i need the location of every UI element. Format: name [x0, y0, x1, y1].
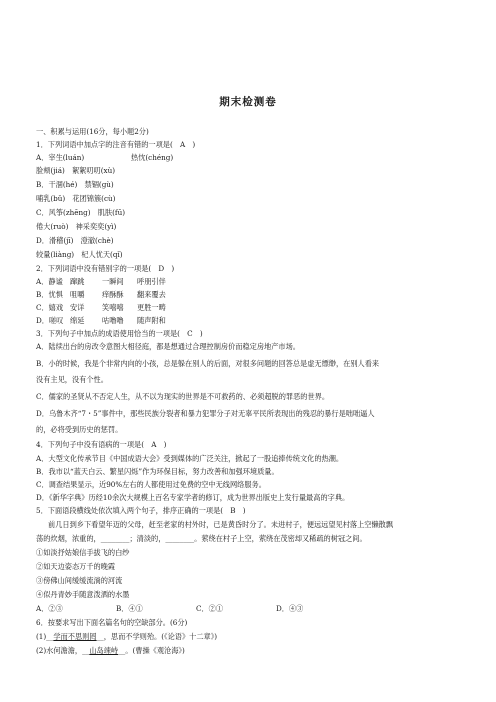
- q2-a-word4: 呼朋引伴: [137, 277, 166, 286]
- q1-option-b: B．干涸(hé) 禁锢(ɡù): [36, 180, 114, 189]
- q2-c-word4: 更胜一畴: [137, 303, 166, 312]
- q6-2-answer: 山岛竦峙: [89, 646, 119, 655]
- q5-passage-line2: 荡的炊烟，浓重的，________；清淡的，________。萦绕在村子上空，萦绕在茂密却又稀疏的树冠之间。: [36, 534, 367, 543]
- q2-d-word1: D．嗟叹: [36, 316, 64, 325]
- q6-stem: 6．按要求写出下面名篇名句的空缺部分。(6分): [36, 618, 188, 627]
- q2-c-word2: 安详: [70, 303, 85, 312]
- q3-option-d: D．乌鲁木齐“7・5”事件中，那些民族分裂者和暴力犯罪分子对无辜平民所表现出的残忍的暴行是咄咄逼人: [36, 409, 375, 418]
- q4-stem: 4．下列句子中没有语病的一项是( A ): [36, 440, 167, 449]
- q6-2-suffix: __。(曹操《观沧海》): [118, 646, 185, 655]
- q5-answer-a: A．②③: [36, 604, 63, 613]
- q1-option-d-line2: 较量(liànɡ) 杞人忧天(qǐ): [36, 250, 123, 259]
- q1-option-a-line2: 脸颊(jiá) 絮絮叨叨(xù): [36, 166, 116, 175]
- q5-sentence-1: ①如淡抒姑娘信手拔飞的白纱: [36, 548, 130, 557]
- q5-sentence-4: ④似丹青妙手随意泼洒的水墨: [36, 590, 130, 599]
- q1-option-c: C．风筝(zhēnɡ) 肌肤(fū): [36, 208, 126, 217]
- q4-option-b: B．我市以“蓝天白云、繁星闪烁”作为环保目标，努力改善和加强环境质量。: [36, 467, 279, 476]
- q2-d-word4: 随声附和: [137, 316, 166, 325]
- q3-stem: 3．下列句子中加点的成语使用恰当的一项是( C ): [36, 329, 203, 338]
- q2-b-word1: B．忧惧: [36, 290, 63, 299]
- q3-option-d-line2: 的，必将受到历史的惩罚。: [36, 425, 123, 434]
- q2-a-word1: A．静谧: [36, 277, 63, 286]
- page-title: 期末检测卷: [219, 96, 277, 108]
- q2-option-row: [36, 277, 166, 286]
- q6-line-1: [36, 632, 217, 641]
- q1-a-part1: A．宰生(luán): [36, 153, 85, 162]
- q1-a-part2: 热忱(chénɡ): [131, 153, 174, 162]
- q2-a-word2: 蹿跳: [70, 277, 85, 286]
- q4-option-c: C．调查结果显示，近90%左右的人都使用过免费的空中无线网络服务。: [36, 480, 266, 489]
- q4-option-d: D．《新华字典》历经10余次大规模上百名专家学者的修订，成为世界出版史上发行量最高的字典。: [36, 493, 350, 502]
- q6-1-prefix: (1)__: [36, 632, 54, 641]
- q2-stem: 2．下列词语中没有错别字的一项是( D ): [36, 264, 175, 273]
- q2-option-row: [36, 316, 166, 325]
- q2-b-word3: 痒酥酥: [102, 290, 124, 299]
- q6-2-prefix: (2)水何澹澹，__: [36, 646, 90, 655]
- q3-option-a: A．陆续出台的房改令意图大相径庭，都是想通过合理控制房价而稳定房地产市场。: [36, 342, 300, 351]
- q2-b-word2: 咀嚼: [70, 290, 85, 299]
- q2-b-word4: 翻来覆去: [137, 290, 166, 299]
- q2-c-word1: C．嬉戏: [36, 303, 64, 312]
- q6-line-2: [36, 646, 185, 655]
- q2-c-word3: 笑嘻嘻: [102, 303, 124, 312]
- q3-option-c: C．儒家的圣贤从不否定人生，从不以为现实的世界是不可救药的、必须超脱的罪恶的世界。: [36, 392, 330, 401]
- q6-1-answer: 学而不思则罔: [53, 632, 97, 641]
- q1-option-c-line2: 倦大(ruò) 神采奕奕(yì): [36, 222, 117, 231]
- q5-answer-d: D．④③: [276, 604, 304, 613]
- q5-answer-options: [36, 604, 303, 613]
- q5-sentence-3: ③傍佛山间缓缓流淌的河流: [36, 576, 123, 585]
- q3-option-b-line2: 没有主见，没有个性。: [36, 375, 108, 384]
- q1-stem: 1．下列词语中加点字的注音有错的一项是( A ): [36, 140, 196, 149]
- q1-option-b-line2: 哺乳(bǔ) 花团锦簇(cù): [36, 194, 116, 203]
- q4-option-a: A．大型文化传承节目《中国成语大会》受到媒体的广泛关注，掀起了一股追捧传统文化的热潮。: [36, 454, 344, 463]
- q5-answer-c: C．②①: [196, 604, 224, 613]
- q2-option-row: [36, 303, 166, 312]
- q2-option-row: [36, 290, 166, 299]
- section-heading: 一、积累与运用(16分，每小题2分): [36, 127, 149, 136]
- q2-d-word3: 咕噜噜: [102, 316, 124, 325]
- q5-sentence-2: ②如天边姿态万千的晚霞: [36, 562, 116, 571]
- q5-answer-b: B．④①: [116, 604, 143, 613]
- q1-option-d: D．滑稽(jī) 澄澈(chè): [36, 236, 114, 245]
- q1-option-a: [36, 153, 173, 162]
- q6-1-suffix: __，思而不学则殆。(《论语》十二章》): [96, 632, 218, 641]
- q2-a-word3: 一瞬间: [102, 277, 124, 286]
- q3-option-b: B．小的时候，我是个非常内向的小孩，总是躲在别人的后面，对很多问题的回答总是虚无缥缈，在别人看来: [36, 359, 380, 368]
- q5-passage: 前几日到乡下看望年迈的父母，赶至老家的村外时，已是黄昏时分了。未进村子，便远远望见村落上空懒散飘: [48, 520, 394, 529]
- q2-d-word2: 绵延: [70, 316, 85, 325]
- q5-stem: 5．下面语段横线处依次填入两个句子，排序正确的一项是( B ): [36, 506, 246, 515]
